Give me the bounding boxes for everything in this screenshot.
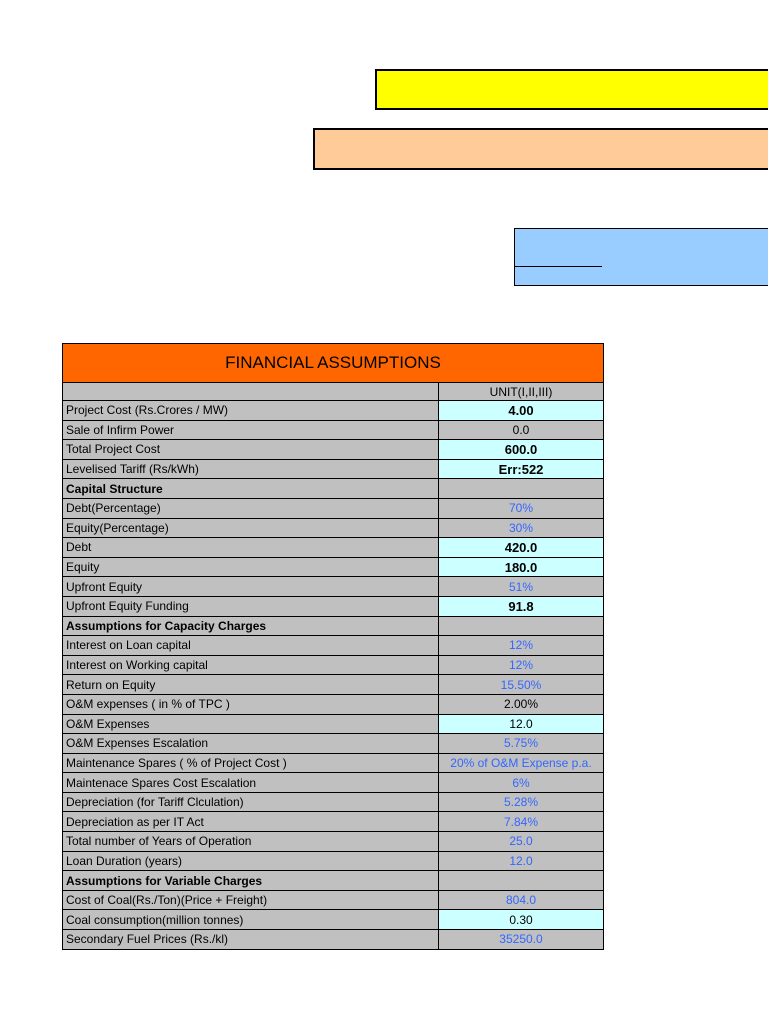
table-row <box>63 459 604 479</box>
row-label[interactable]: O&M Expenses <box>63 714 439 734</box>
row-label[interactable]: Debt(Percentage) <box>63 498 439 518</box>
blue-header-box <box>514 228 768 286</box>
table-row <box>63 871 604 891</box>
section-label[interactable]: Assumptions for Variable Charges <box>63 871 439 891</box>
row-label[interactable]: Equity(Percentage) <box>63 518 439 538</box>
row-value[interactable]: 600.0 <box>439 440 604 460</box>
column-header-blank[interactable] <box>63 383 439 401</box>
row-value[interactable]: 6% <box>439 773 604 793</box>
row-label[interactable]: Loan Duration (years) <box>63 851 439 871</box>
row-value[interactable] <box>439 871 604 891</box>
table-row <box>63 792 604 812</box>
row-label[interactable]: Depreciation (for Tariff Clculation) <box>63 792 439 812</box>
row-label[interactable]: Total number of Years of Operation <box>63 832 439 852</box>
row-value[interactable]: 7.84% <box>439 812 604 832</box>
table-row <box>63 518 604 538</box>
table-row <box>63 773 604 793</box>
table-row <box>63 557 604 577</box>
row-value[interactable]: 20% of O&M Expense p.a. <box>439 753 604 773</box>
row-value[interactable] <box>439 616 604 636</box>
table-title: FINANCIAL ASSUMPTIONS <box>63 344 604 383</box>
row-label[interactable]: Levelised Tariff (Rs/kWh) <box>63 459 439 479</box>
row-label[interactable]: Equity <box>63 557 439 577</box>
yellow-header-box <box>375 69 768 110</box>
row-label[interactable]: Coal consumption(million tonnes) <box>63 910 439 930</box>
table-row <box>63 694 604 714</box>
table-row <box>63 675 604 695</box>
section-label[interactable]: Capital Structure <box>63 479 439 499</box>
blue-box-divider <box>515 266 602 267</box>
row-label[interactable]: Interest on Working capital <box>63 655 439 675</box>
row-label[interactable]: Maintenace Spares Cost Escalation <box>63 773 439 793</box>
row-label[interactable]: Return on Equity <box>63 675 439 695</box>
row-label[interactable]: Upfront Equity <box>63 577 439 597</box>
table-row <box>63 714 604 734</box>
row-value[interactable]: 91.8 <box>439 596 604 616</box>
table-row <box>63 479 604 499</box>
table-row <box>63 734 604 754</box>
table-row <box>63 538 604 558</box>
table-row <box>63 812 604 832</box>
row-label[interactable]: Depreciation as per IT Act <box>63 812 439 832</box>
table-row <box>63 401 604 421</box>
row-value[interactable]: 804.0 <box>439 890 604 910</box>
row-label[interactable]: Sale of Infirm Power <box>63 420 439 440</box>
row-value[interactable]: 51% <box>439 577 604 597</box>
column-header-unit[interactable]: UNIT(I,II,III) <box>439 383 604 401</box>
financial-assumptions-table <box>62 343 604 950</box>
row-value[interactable]: 0.0 <box>439 420 604 440</box>
table-row <box>63 636 604 656</box>
table-row <box>63 616 604 636</box>
row-label[interactable]: Total Project Cost <box>63 440 439 460</box>
table-row <box>63 930 604 950</box>
table-row <box>63 596 604 616</box>
table-row <box>63 753 604 773</box>
table-row <box>63 851 604 871</box>
row-value[interactable]: 12.0 <box>439 851 604 871</box>
row-value[interactable]: 2.00% <box>439 694 604 714</box>
row-value[interactable]: 5.75% <box>439 734 604 754</box>
row-label[interactable]: Maintenance Spares ( % of Project Cost ) <box>63 753 439 773</box>
row-value[interactable]: 15.50% <box>439 675 604 695</box>
row-value[interactable]: 0.30 <box>439 910 604 930</box>
row-value[interactable]: 12% <box>439 636 604 656</box>
row-label[interactable]: Cost of Coal(Rs./Ton)(Price + Freight) <box>63 890 439 910</box>
row-label[interactable]: O&M Expenses Escalation <box>63 734 439 754</box>
row-value[interactable]: 180.0 <box>439 557 604 577</box>
table-row <box>63 910 604 930</box>
row-value[interactable]: 30% <box>439 518 604 538</box>
row-label[interactable]: Secondary Fuel Prices (Rs./kl) <box>63 930 439 950</box>
row-value[interactable]: 5.28% <box>439 792 604 812</box>
row-label[interactable]: Interest on Loan capital <box>63 636 439 656</box>
table-row <box>63 440 604 460</box>
table-row <box>63 655 604 675</box>
table-row <box>63 890 604 910</box>
row-value[interactable]: 12% <box>439 655 604 675</box>
table-row <box>63 832 604 852</box>
row-value[interactable]: 4.00 <box>439 401 604 421</box>
row-value[interactable]: 420.0 <box>439 538 604 558</box>
row-value[interactable]: 12.0 <box>439 714 604 734</box>
row-value[interactable]: 35250.0 <box>439 930 604 950</box>
row-label[interactable]: O&M expenses ( in % of TPC ) <box>63 694 439 714</box>
row-label[interactable]: Upfront Equity Funding <box>63 596 439 616</box>
row-label[interactable]: Project Cost (Rs.Crores / MW) <box>63 401 439 421</box>
table-row <box>63 577 604 597</box>
row-value[interactable]: 25.0 <box>439 832 604 852</box>
row-value[interactable]: Err:522 <box>439 459 604 479</box>
table-row <box>63 498 604 518</box>
row-label[interactable]: Debt <box>63 538 439 558</box>
section-label[interactable]: Assumptions for Capacity Charges <box>63 616 439 636</box>
peach-header-box <box>313 128 768 170</box>
row-value[interactable]: 70% <box>439 498 604 518</box>
row-value[interactable] <box>439 479 604 499</box>
table-row <box>63 420 604 440</box>
